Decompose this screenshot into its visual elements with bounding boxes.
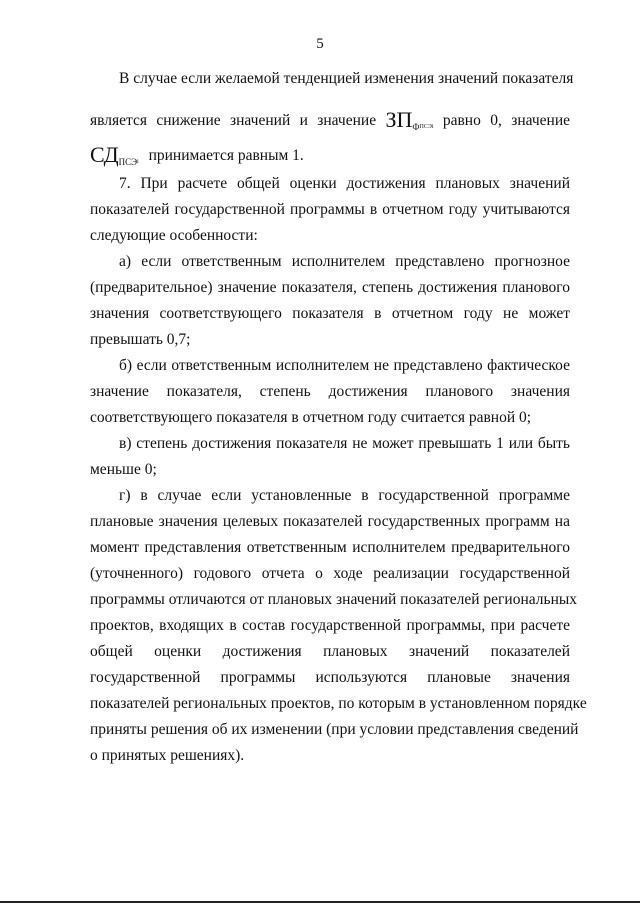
text-line-formula [90,143,570,172]
text-line: показателей региональных проектов, по которым в установленном порядке [90,695,587,712]
formula-subscript: Ф [412,122,420,132]
formula-zp [385,108,433,137]
formula-sd [90,143,139,172]
text-line: (уточненного) годового отчета о ходе реализации государственной [90,565,570,582]
text-line: соответствующего показателя в отчетном году считается равной 0; [90,409,532,426]
text-line: б) если ответственным исполнителем не представлено фактическое [119,357,570,374]
text-line: плановые значения целевых показателей государственных программ на [90,513,570,530]
text-line: момент представления ответственным исполнителем предварительного [90,539,570,556]
text-line-formula [90,108,570,137]
formula-subsubscript: ПСЭ [419,124,432,130]
text-line: г) в случае если установленные в государственной программе [119,487,570,504]
text-line: проектов, входящих в состав государственной программы, при расчете [90,617,570,634]
formula-symbol: СД [90,142,119,167]
scan-edge-line [0,901,640,903]
text-fragment: равно 0, значение [442,112,571,129]
text-line: о принятых решениях). [90,747,245,764]
text-line: В случае если желаемой тенденцией изменения значений показателя [119,70,574,87]
text-line: в) степень достижения показателя не может превышать 1 или быть [119,435,570,452]
text-fragment: принимается равным 1. [148,147,304,164]
text-line: значение показателя, степень достижения планового значения [90,383,570,400]
formula-index: i [431,124,434,130]
text-line: 7. При расчете общей оценки достижения плановых значений [119,175,570,192]
formula-subscript: ПСЭ [118,157,138,167]
text-line: показателей государственной программы в отчетном году учитываются [90,201,570,218]
text-line: следующие особенности: [90,227,258,244]
text-line: (предварительное) значение показателя, степень достижения планового [90,279,570,296]
text-line: государственной программы используются плановые значения [90,669,570,686]
text-line: приняты решения об их изменении (при условии представления сведений [90,721,579,738]
text-fragment: является снижение значений и значение [90,112,377,129]
text-line: общей оценки достижения плановых значений показателей [90,643,570,660]
page-number: 5 [316,36,324,52]
text-line: превышать 0,7; [90,331,191,348]
text-line: меньше 0; [90,461,157,478]
text-line: а) если ответственным исполнителем представлено прогнозное [119,253,570,270]
formula-index: i [137,159,139,165]
text-line: программы отличаются от плановых значений показателей региональных [90,591,578,608]
formula-symbol: ЗП [385,107,413,132]
text-line: значения соответствующего показателя в отчетном году не может [90,305,570,322]
